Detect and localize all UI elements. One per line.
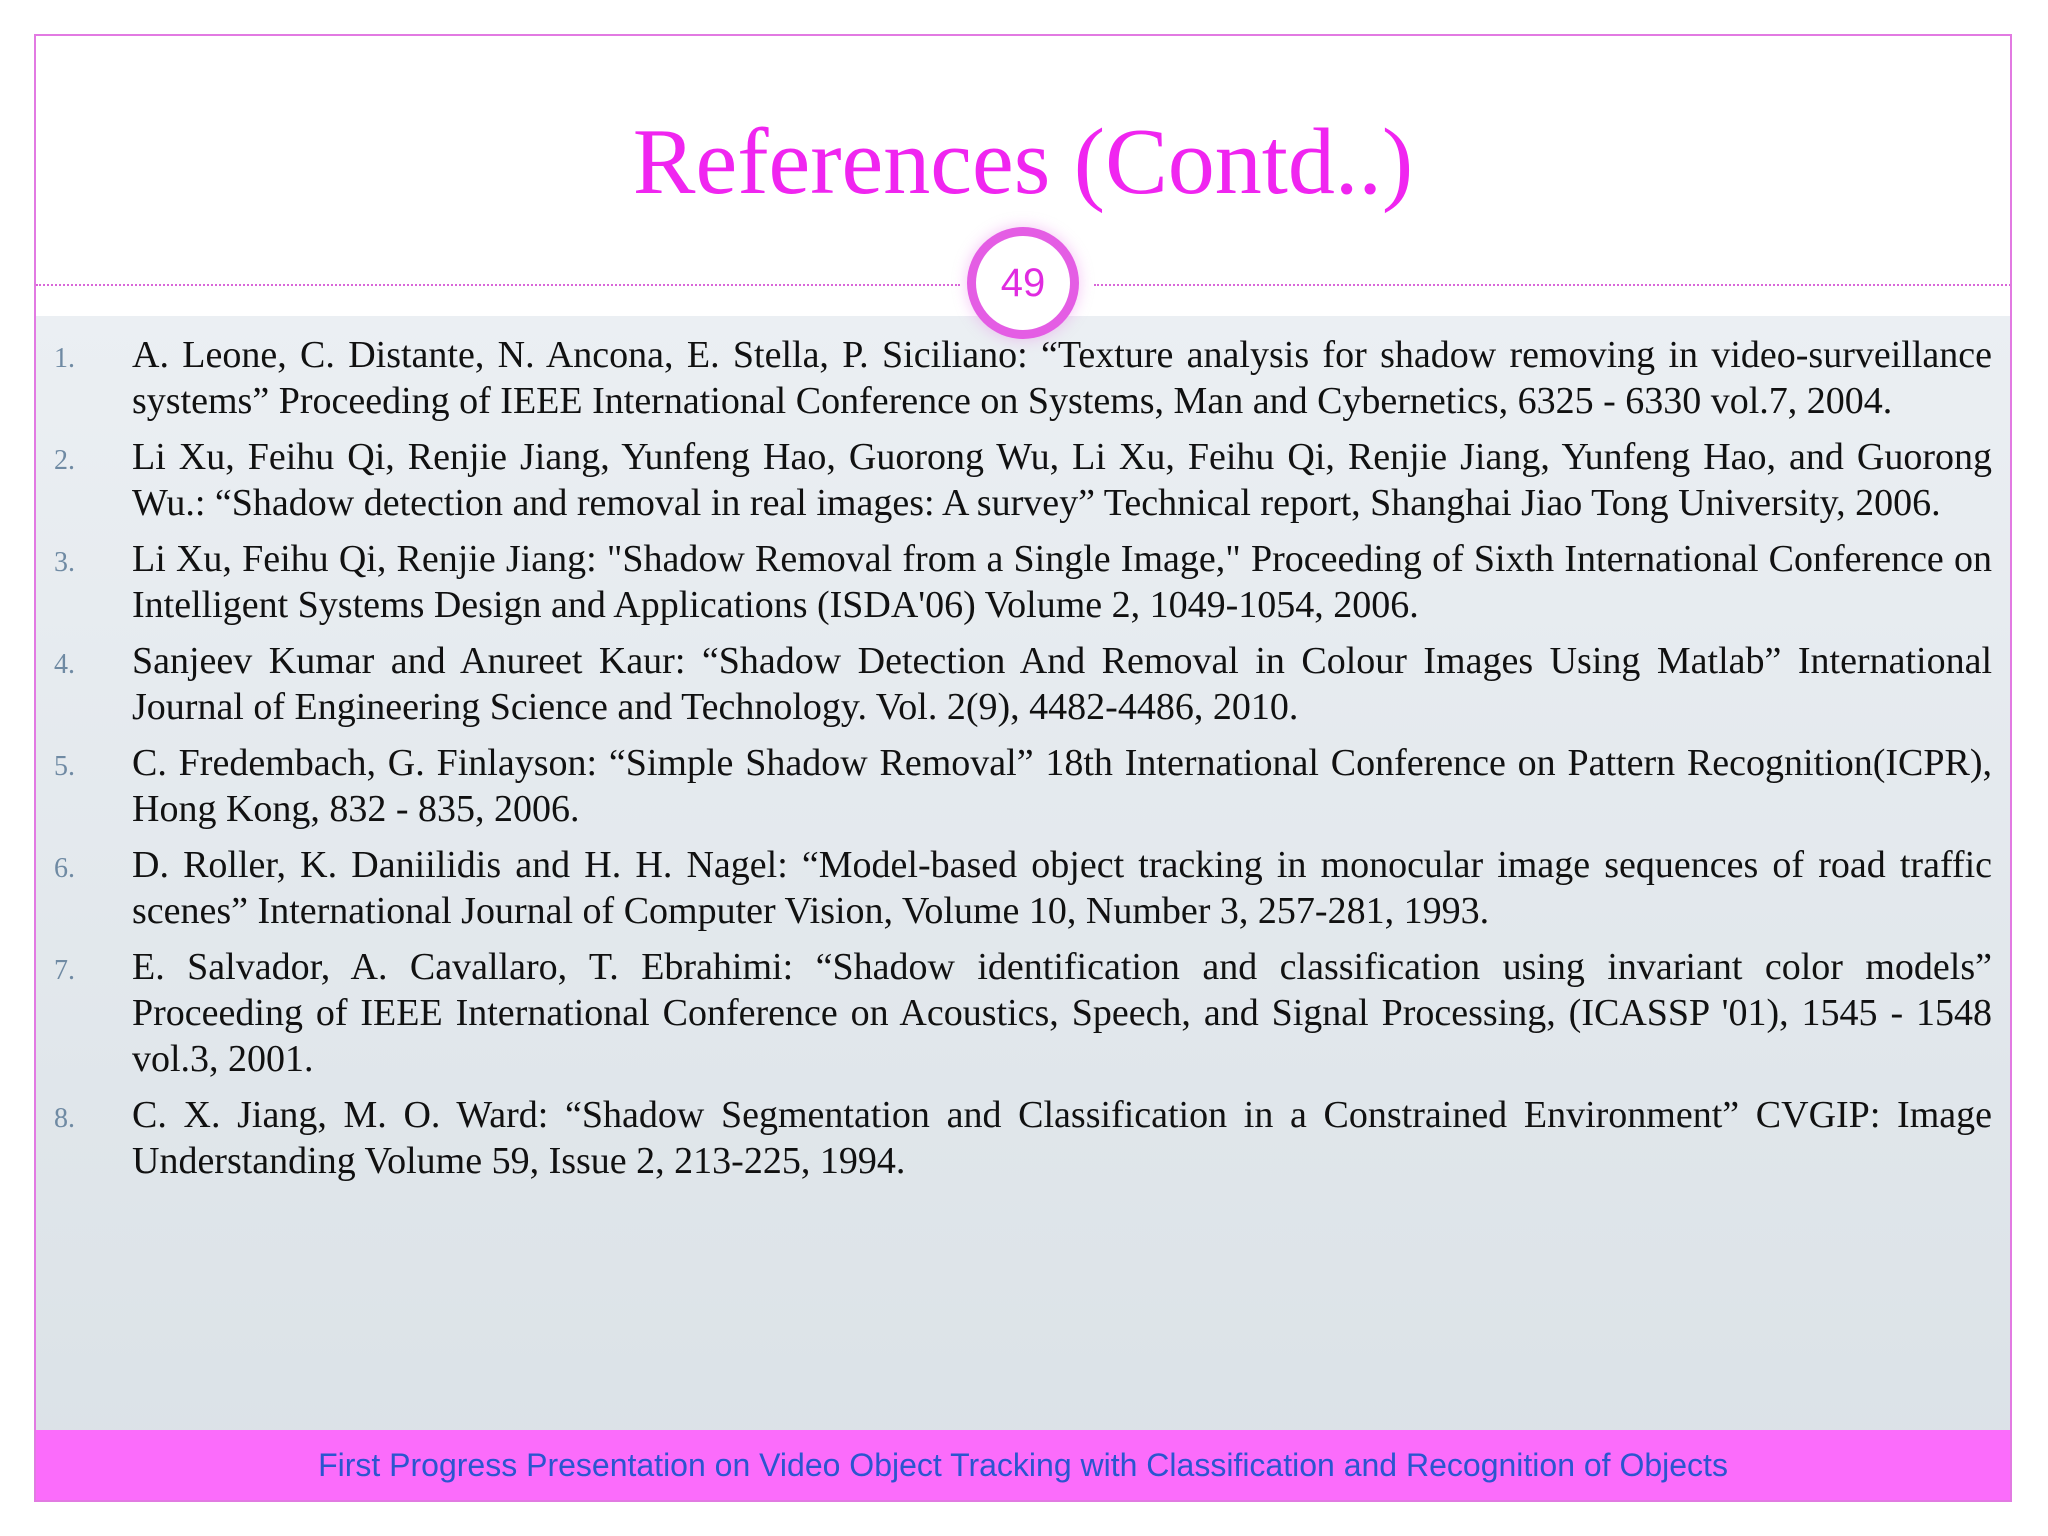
reference-number: 7. [54,955,75,986]
page-number-badge: 49 [976,236,1070,330]
reference-item [36,1092,2010,1184]
reference-number: 5. [54,751,75,782]
reference-text: A. Leone, C. Distante, N. Ancona, E. Stella, P. Siciliano: “Texture analysis for shadow removing in video-surveillance systems” Proceeding of IEEE International Conference on Systems, Man and Cybernetics, 6325 - 6330 vol.7, 2004. [132,334,1992,422]
reference-number: 8. [54,1103,75,1134]
reference-item [36,536,2010,628]
reference-number: 2. [54,445,75,476]
slide-title: References (Contd..) [632,110,1414,214]
reference-number: 3. [54,547,75,578]
reference-item [36,434,2010,526]
reference-text: D. Roller, K. Daniilidis and H. H. Nagel: “Model-based object tracking in monocular image sequences of road traffic scenes” International Journal of Computer Vision, Volume 10, Number 3, 257-281, 1993. [132,844,1992,932]
header-divider-right [1094,284,2012,286]
reference-item [36,944,2010,1082]
header-divider-left [36,284,960,286]
reference-text: E. Salvador, A. Cavallaro, T. Ebrahimi: “Shadow identification and classification using invariant color models” Proceeding of IEEE International Conference on Acoustics, Speech, and Signal Processing, (ICASSP '01), 1545 - 1548 vol.3, 2001. [132,946,1992,1080]
reference-number: 6. [54,853,75,884]
reference-text: Li Xu, Feihu Qi, Renjie Jiang: "Shadow Removal from a Single Image," Proceeding of Sixth International Conference on Intelligent Systems Design and Applications (ISDA'06) Volume 2, 1049-1054, 2006. [132,538,1992,626]
reference-item [36,332,2010,424]
reference-text: C. Fredembach, G. Finlayson: “Simple Shadow Removal” 18th International Conference on Pattern Recognition(ICPR), Hong Kong, 832 - 835, 2006. [132,742,1992,830]
reference-list [36,332,2010,1194]
reference-text: C. X. Jiang, M. O. Ward: “Shadow Segmentation and Classification in a Constrained Environment” CVGIP: Image Understanding Volume 59, Issue 2, 213-225, 1994. [132,1094,1992,1182]
reference-item [36,638,2010,730]
reference-item [36,842,2010,934]
reference-number: 1. [54,343,75,374]
reference-text: Sanjeev Kumar and Anureet Kaur: “Shadow Detection And Removal in Colour Images Using Matlab” International Journal of Engineering Science and Technology. Vol. 2(9), 4482-4486, 2010. [132,640,1992,728]
slide [34,34,2012,1502]
reference-text: Li Xu, Feihu Qi, Renjie Jiang, Yunfeng Hao, Guorong Wu, Li Xu, Feihu Qi, Renjie Jiang, Yunfeng Hao, and Guorong Wu.: “Shadow detection and removal in real images: A survey” Technical report, Shanghai Jiao Tong University, 2006. [132,436,1992,524]
reference-number: 4. [54,649,75,680]
reference-item [36,740,2010,832]
slide-footer: First Progress Presentation on Video Object Tracking with Classification and Recognition of Objects [36,1430,2010,1500]
